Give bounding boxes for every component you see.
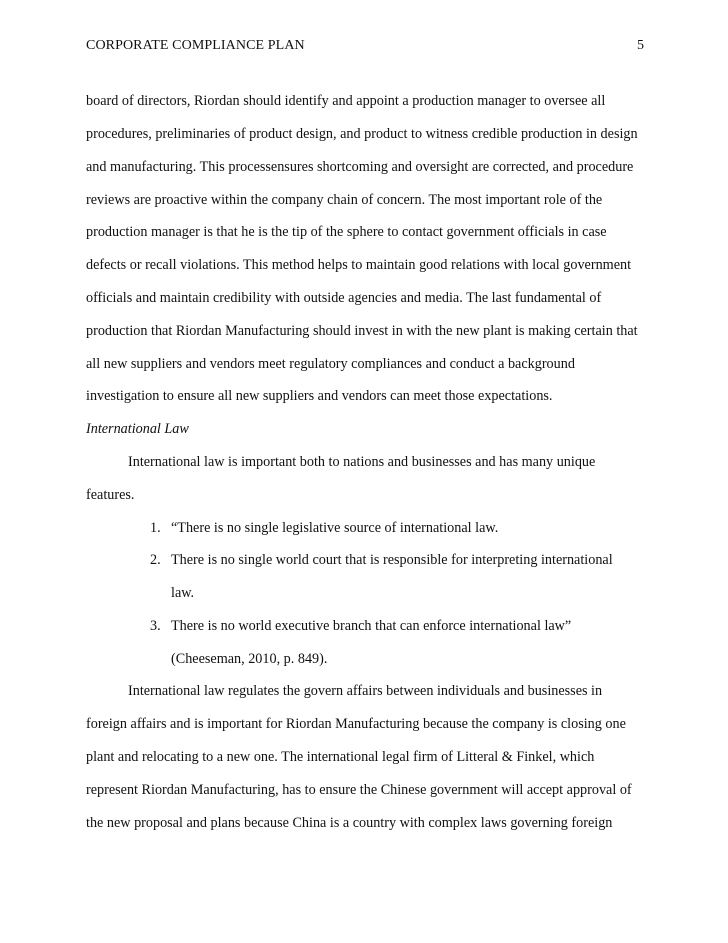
body-line: reviews are proactive within the company chain of concern. The most important role of the bbox=[86, 192, 603, 208]
list-number: 3. bbox=[150, 618, 161, 634]
body-line: defects or recall violations. This method helps to maintain good relations with local government bbox=[86, 257, 632, 273]
list-item-text: There is no single world court that is responsible for interpreting international bbox=[171, 552, 613, 568]
list-item-text: (Cheeseman, 2010, p. 849). bbox=[171, 651, 328, 667]
body-line: and manufacturing. This processensures shortcoming and oversight are corrected, and procedure bbox=[86, 159, 634, 175]
body-line: production manager is that he is the tip of the sphere to contact government officials in case bbox=[86, 224, 607, 240]
page-header bbox=[86, 36, 644, 56]
list-number: 1. bbox=[150, 520, 161, 536]
body-line: officials and maintain credibility with outside agencies and media. The last fundamental of bbox=[86, 290, 602, 306]
list-number: 2. bbox=[150, 552, 161, 568]
body-line: International law is important both to nations and businesses and has many unique bbox=[128, 454, 596, 470]
body-line: procedures, preliminaries of product design, and product to witness credible production in design bbox=[86, 126, 638, 142]
list-item-text: “There is no single legislative source of international law. bbox=[171, 520, 499, 536]
body-line: the new proposal and plans because China is a country with complex laws governing foreign bbox=[86, 815, 613, 831]
section-heading: International Law bbox=[86, 421, 189, 437]
body-line: foreign affairs and is important for Riordan Manufacturing because the company is closing one bbox=[86, 716, 626, 732]
body-line: production that Riordan Manufacturing should invest in with the new plant is making certain that bbox=[86, 323, 638, 339]
list-item-text: There is no world executive branch that can enforce international law” bbox=[171, 618, 572, 634]
body-line: board of directors, Riordan should identify and appoint a production manager to oversee all bbox=[86, 93, 606, 109]
running-head: CORPORATE COMPLIANCE PLAN bbox=[86, 38, 305, 53]
body-line: all new suppliers and vendors meet regulatory compliances and conduct a background bbox=[86, 356, 575, 372]
body-line: investigation to ensure all new suppliers and vendors can meet those expectations. bbox=[86, 388, 553, 404]
list-item-text: law. bbox=[171, 585, 195, 601]
body-line: represent Riordan Manufacturing, has to ensure the Chinese government will accept approval of bbox=[86, 782, 632, 798]
page-number: 5 bbox=[637, 38, 644, 53]
body-line: International law regulates the govern affairs between individuals and businesses in bbox=[128, 683, 603, 699]
body-line: features. bbox=[86, 487, 135, 503]
body-line: plant and relocating to a new one. The international legal firm of Litteral & Finkel, which bbox=[86, 749, 595, 765]
